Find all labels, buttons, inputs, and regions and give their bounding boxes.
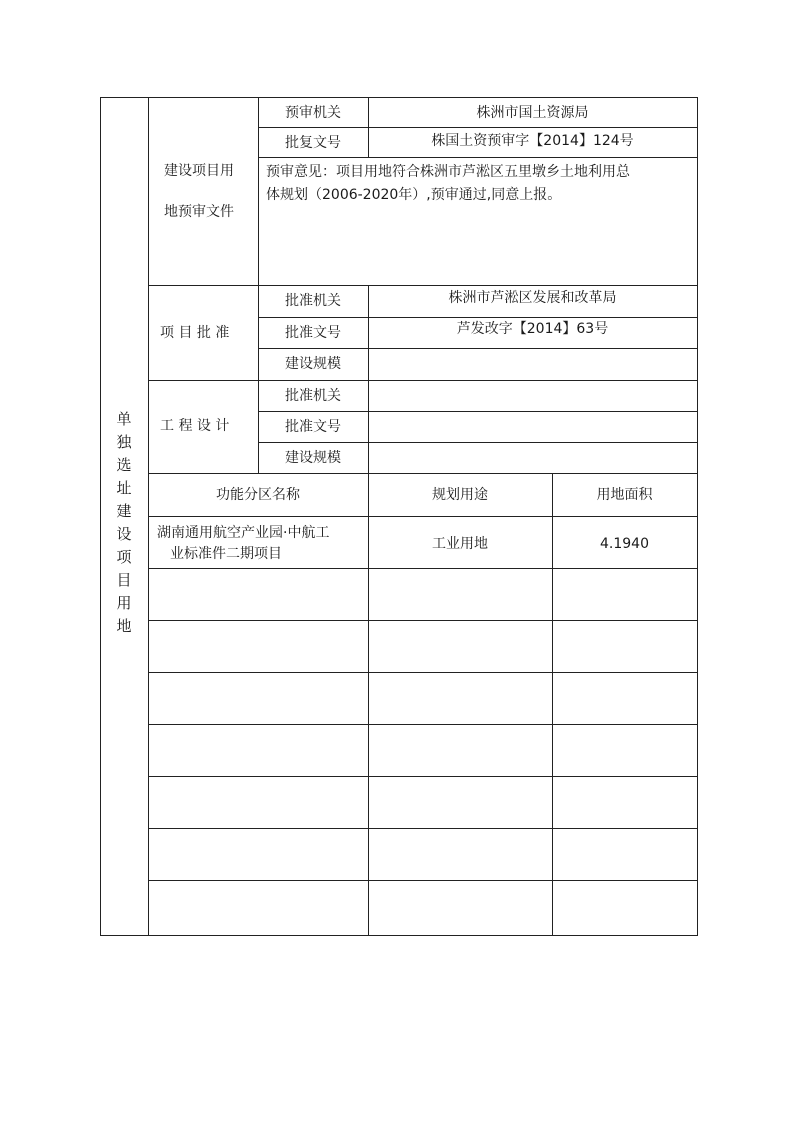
approval-bottom-line bbox=[148, 380, 698, 381]
pre-review-divider bbox=[258, 97, 259, 285]
pre-review-opinion-line1: 预审意见：项目用地符合株洲市芦淞区五里墩乡土地利用总 bbox=[266, 164, 630, 180]
design-row-line bbox=[258, 442, 698, 443]
zones-row-line bbox=[148, 672, 698, 673]
project-approval-section-label: 项 目 批 准 bbox=[160, 325, 230, 341]
pre-review-authority-label: 预审机关 bbox=[285, 105, 341, 121]
engineering-design-scale-label: 建设规模 bbox=[285, 450, 341, 466]
border-left bbox=[100, 97, 101, 936]
pre-review-bottom-line bbox=[148, 285, 698, 286]
border-top bbox=[100, 97, 698, 98]
project-approval-authority-label: 批准机关 bbox=[285, 293, 341, 309]
zones-row-line bbox=[148, 776, 698, 777]
approval-number-label: 批复文号 bbox=[285, 135, 341, 151]
approval-row-line bbox=[258, 317, 698, 318]
project-approval-doc-label: 批准文号 bbox=[285, 325, 341, 341]
zones-row-line bbox=[148, 516, 698, 517]
design-row-line bbox=[258, 411, 698, 412]
design-bottom-line bbox=[148, 473, 698, 474]
approval-row-line bbox=[258, 348, 698, 349]
engineering-design-section-label: 工 程 设 计 bbox=[160, 418, 230, 434]
zones-row-line bbox=[148, 568, 698, 569]
zones-row-line bbox=[148, 880, 698, 881]
pre-review-row-line bbox=[258, 157, 698, 158]
side-label: 单独选址建设项目用地 bbox=[116, 410, 132, 635]
approval-number-value: 株国土资预审字【2014】124号 bbox=[431, 133, 634, 149]
pre-review-authority-value: 株洲市国土资源局 bbox=[476, 105, 589, 121]
pre-review-section-label-line2: 地预审文件 bbox=[164, 204, 234, 220]
pre-review-section-label-line1: 建设项目用 bbox=[164, 163, 234, 179]
zones-row-line bbox=[148, 828, 698, 829]
zones-row-line bbox=[148, 620, 698, 621]
zones-row-line bbox=[148, 724, 698, 725]
zone-name-line2: 业标准件二期项目 bbox=[170, 546, 282, 562]
pre-review-opinion-line2: 体规划（2006-2020年）,预审通过,同意上报。 bbox=[266, 187, 562, 203]
engineering-design-doc-label: 批准文号 bbox=[285, 419, 341, 435]
pre-review-row-line bbox=[258, 127, 698, 128]
zones-header-area: 用地面积 bbox=[596, 487, 653, 503]
zone-name-line1: 湖南通用航空产业园·中航工 bbox=[157, 525, 330, 541]
engineering-design-authority-label: 批准机关 bbox=[285, 388, 341, 404]
zones-header-use: 规划用途 bbox=[432, 487, 488, 503]
border-bottom bbox=[100, 935, 698, 936]
project-approval-authority-value: 株洲市芦淞区发展和改革局 bbox=[448, 290, 617, 306]
project-approval-scale-label: 建设规模 bbox=[285, 356, 341, 372]
project-approval-doc-value: 芦发改字【2014】63号 bbox=[456, 321, 609, 337]
design-inner-divider bbox=[368, 380, 369, 473]
zone-use: 工业用地 bbox=[432, 536, 488, 552]
zones-header-name: 功能分区名称 bbox=[216, 487, 300, 503]
zone-area: 4.1940 bbox=[600, 536, 649, 552]
